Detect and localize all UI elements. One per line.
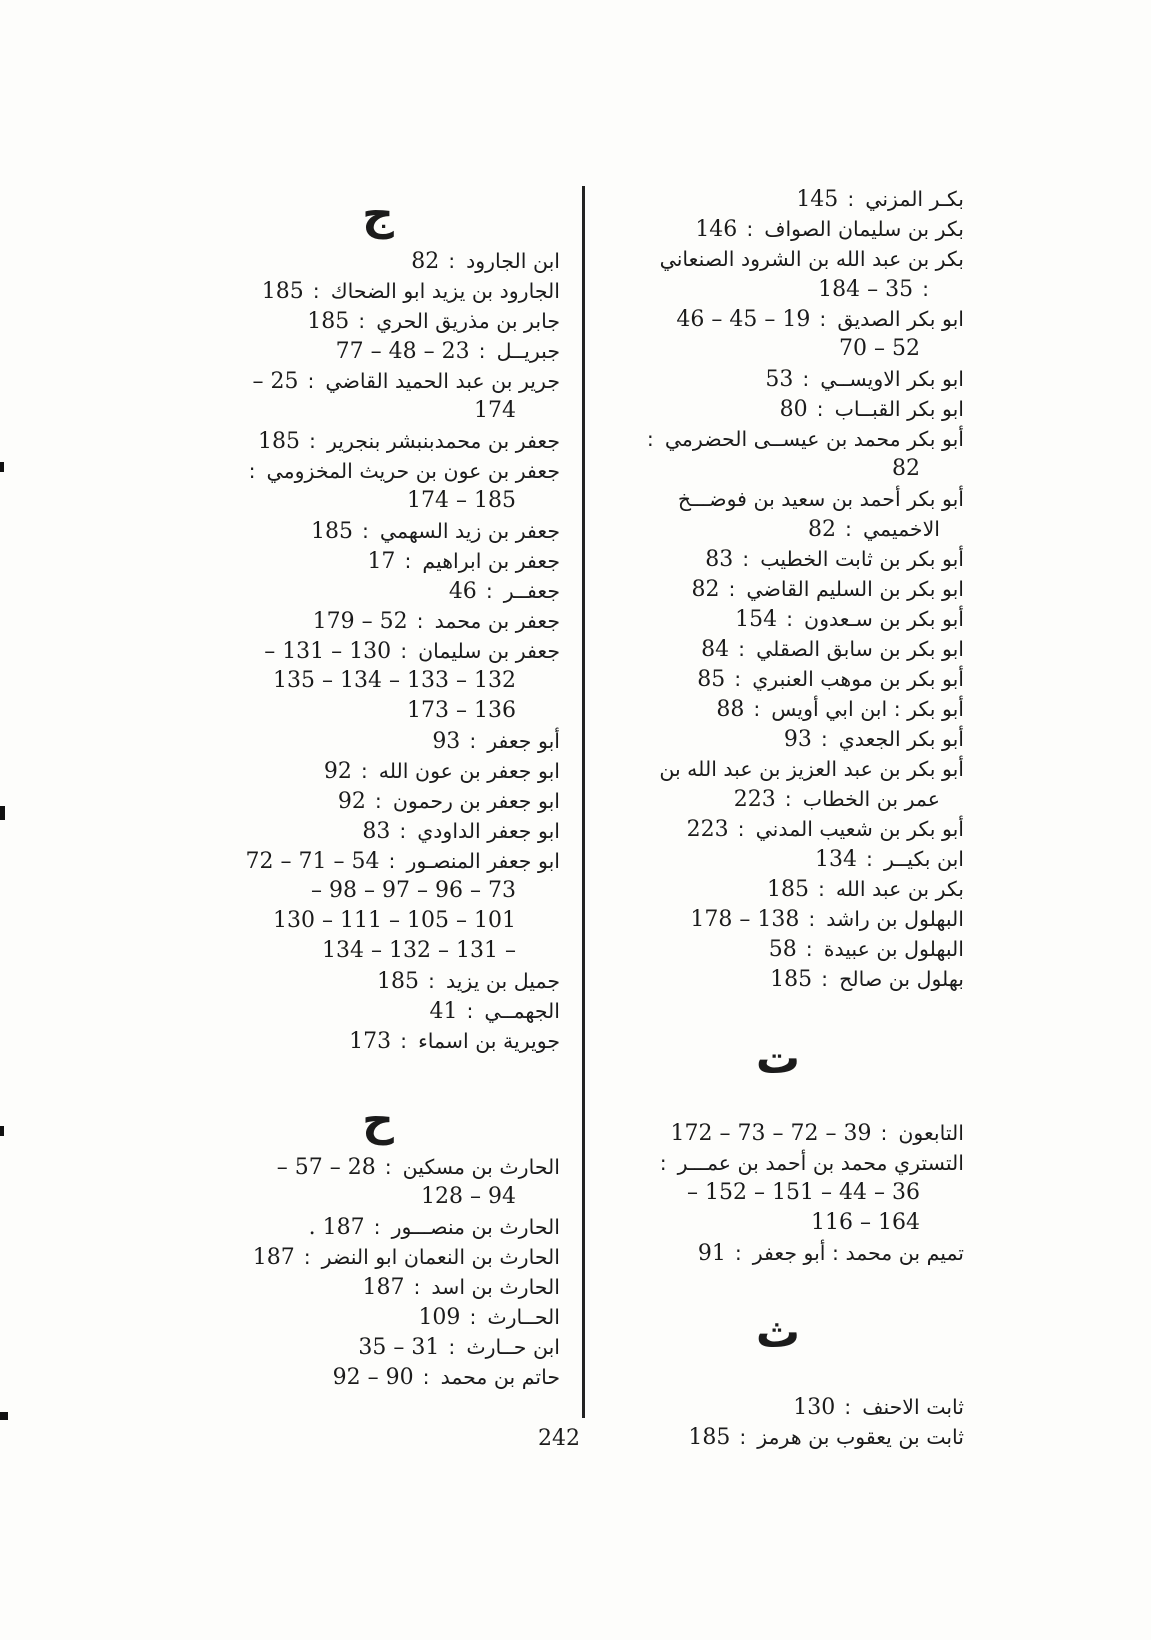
index-entry <box>592 1392 964 1422</box>
index-entry <box>196 486 560 516</box>
scan-mark <box>0 806 5 820</box>
entry-name: ابن حــارث <box>466 1335 560 1359</box>
index-entry <box>592 364 964 394</box>
index-entry <box>196 816 560 846</box>
index-entry <box>592 214 964 244</box>
entry-name: ابو بكر الاويســي <box>820 367 964 391</box>
entry-pages: 185 <box>770 967 813 992</box>
entry-name: ابو جعفر الداودي <box>417 819 560 843</box>
entry-pages: 145 <box>796 187 839 212</box>
entry-separator: : <box>309 429 316 453</box>
index-entry <box>592 604 964 634</box>
index-entry <box>592 934 964 964</box>
entry-pages: 185 <box>307 309 350 334</box>
index-entry <box>196 1272 560 1302</box>
entry-name: ابو جعفر المنصـور <box>406 849 560 873</box>
entry-separator: : <box>659 1151 667 1175</box>
entry-name: بكر بن عبد الله بن الشرود الصنعاني <box>659 247 964 271</box>
entry-pages: 23 – 48 – 77 <box>335 339 470 364</box>
entry-separator: : <box>646 427 654 451</box>
entry-pages: 92 <box>337 789 366 814</box>
entry-separator: : <box>399 819 407 843</box>
index-entry <box>196 336 560 366</box>
entry-separator: : <box>466 999 474 1023</box>
entry-name: ثابت بن يعقوب بن هرمز <box>757 1425 964 1449</box>
section-header-jim: ج <box>362 189 394 240</box>
entry-pages: 58 <box>768 937 797 962</box>
entry-name: الحارث بن منصـــور <box>391 1215 560 1239</box>
entry-pages: 41 <box>429 999 458 1024</box>
entry-pages: 82 <box>691 577 720 602</box>
entry-separator: : <box>802 367 810 391</box>
entry-name: جميل بن يزيد <box>445 969 560 993</box>
entry-pages: 80 <box>779 397 808 422</box>
entry-pages: 146 <box>695 217 738 242</box>
entry-pages: 82 <box>411 249 440 274</box>
entry-separator: : <box>416 609 424 633</box>
index-entry <box>196 576 560 606</box>
index-entry <box>592 964 964 994</box>
scan-mark <box>0 1126 4 1136</box>
entry-pages: 187 <box>252 1245 295 1270</box>
entry-name: جعفر بن محمدبنبشر بنجرير <box>326 429 560 453</box>
entry-pages: 31 – 35 <box>358 1335 440 1360</box>
index-entry <box>592 874 964 904</box>
entry-separator: : <box>388 849 396 873</box>
index-entry <box>196 396 560 426</box>
index-entry <box>592 334 964 364</box>
entries-ba <box>592 184 964 994</box>
entry-pages: 52 – 70 <box>839 336 920 361</box>
entry-separator: : <box>485 579 493 603</box>
entry-pages: 185 <box>310 519 353 544</box>
entry-pages: 36 – 44 – 151 – 152 – <box>687 1180 920 1205</box>
entry-pages: 73 – 96 – 97 – 98 – <box>311 878 516 903</box>
entry-separator: : <box>361 519 369 543</box>
entry-pages: 130 – 131 – <box>264 639 392 664</box>
index-entry <box>592 1208 964 1238</box>
entry-pages: 83 <box>362 819 391 844</box>
section-header-tha: ث <box>755 1307 801 1358</box>
entry-pages: 94 – 128 <box>421 1184 516 1209</box>
entry-separator: : <box>816 397 824 421</box>
entry-pages: 187 . <box>308 1215 365 1240</box>
index-entry <box>196 1182 560 1212</box>
entry-name: جرير بن عبد الحميد القاضي <box>325 369 560 393</box>
entry-separator: : <box>746 217 754 241</box>
index-entry <box>196 966 560 996</box>
entry-pages: 185 <box>766 877 809 902</box>
entries-ha <box>196 1152 560 1392</box>
entry-separator: : <box>448 1335 456 1359</box>
entry-separator: : <box>400 1029 408 1053</box>
entry-name: الحارث بن مسكين <box>402 1155 560 1179</box>
entry-pages: 138 – 178 <box>690 907 800 932</box>
index-entry <box>592 424 964 454</box>
entry-separator: : <box>753 697 761 721</box>
entry-pages: 52 – 179 <box>312 609 408 634</box>
entry-name: أبو بكر بن ثابت الخطيب <box>760 547 964 571</box>
index-entry <box>196 846 560 876</box>
index-entry <box>196 366 560 396</box>
entry-pages: 93 <box>783 727 812 752</box>
entry-separator: : <box>845 517 852 541</box>
entry-name: تميم بن محمد : أبو جعفر <box>752 1241 964 1265</box>
entry-name: التابعون <box>898 1121 964 1145</box>
entry-pages: 185 <box>377 969 420 994</box>
right-column <box>592 184 964 1452</box>
entry-pages: 185 <box>688 1425 731 1450</box>
entry-pages: 109 <box>418 1305 461 1330</box>
entry-separator: : <box>734 1241 742 1265</box>
entry-name: جعفر بن محمد <box>434 609 560 633</box>
entry-name: الحارث بن اسد <box>431 1275 560 1299</box>
entry-separator: : <box>248 459 256 483</box>
index-entry <box>196 606 560 636</box>
entries-ta <box>592 1118 964 1268</box>
entry-separator: : <box>817 877 825 901</box>
entry-name: أبو جعفر <box>487 729 560 753</box>
entry-pages: 185 <box>261 279 304 304</box>
index-entry <box>196 696 560 726</box>
section-header-ta: ت <box>755 1033 801 1084</box>
index-entry <box>592 1422 964 1452</box>
entry-name: الاخميمي <box>862 517 940 541</box>
entry-name: ابو جعفر بن عون الله <box>378 759 560 783</box>
entry-name: أبو بكر الجعدي <box>838 727 964 751</box>
entry-separator: : <box>819 307 827 331</box>
entry-pages: 53 <box>765 367 794 392</box>
index-entry <box>196 276 560 306</box>
entry-separator: : <box>413 1275 421 1299</box>
entry-separator: : <box>734 667 742 691</box>
entry-name: بكـر المزني <box>865 187 964 211</box>
entry-name: أبو بكر بن موهب العنبري <box>752 667 964 691</box>
index-entry <box>196 306 560 336</box>
entry-pages: 185 <box>258 429 301 454</box>
entry-pages: 164 – 116 <box>811 1210 920 1235</box>
scan-mark <box>0 462 4 472</box>
entry-separator: : <box>922 277 929 301</box>
entry-pages: 90 – 92 <box>332 1365 414 1390</box>
entry-name: جعفر بن زيد السهمي <box>379 519 560 543</box>
index-entry <box>592 304 964 334</box>
entry-name: الحــارث <box>487 1305 560 1329</box>
entry-pages: 92 <box>323 759 352 784</box>
index-entry <box>196 936 560 966</box>
entry-separator: : <box>373 1215 381 1239</box>
index-entry <box>592 694 964 724</box>
entry-name: أبو بكر : ابن ابي أويس <box>771 697 964 721</box>
entry-name: بهلول بن صالح <box>839 967 964 991</box>
index-entry <box>592 244 964 274</box>
index-entry <box>592 1118 964 1148</box>
entry-pages: 85 <box>697 667 726 692</box>
entry-pages: 35 – 184 <box>818 277 914 302</box>
index-entry <box>592 184 964 214</box>
index-entry <box>196 786 560 816</box>
entry-name: جعفــر <box>503 579 560 603</box>
entry-pages: 187 <box>362 1275 405 1300</box>
entry-separator: : <box>303 1245 311 1269</box>
entry-name: أبو بكر بن عبد العزيز بن عبد الله بن <box>659 757 964 781</box>
entry-pages: 130 <box>793 1395 836 1420</box>
entry-pages: 82 <box>892 456 920 481</box>
entry-separator: : <box>422 1365 430 1389</box>
entry-name: حاتم بن محمد <box>440 1365 560 1389</box>
index-entry <box>592 394 964 424</box>
entry-pages: 223 <box>733 787 776 812</box>
entry-name: التستري محمد بن أحمد بن عمـــر <box>677 1151 964 1175</box>
entry-separator: : <box>784 787 792 811</box>
index-entry <box>196 756 560 786</box>
entry-name: بكر بن عبد الله <box>835 877 964 901</box>
entry-separator: : <box>384 1155 392 1179</box>
entry-separator: : <box>400 639 408 663</box>
index-entry <box>592 274 964 304</box>
entry-name: الجارود بن يزيد ابو الضحاك <box>330 279 560 303</box>
entry-pages: 88 <box>716 697 745 722</box>
entry-pages: – 131 – 132 – 134 <box>322 938 516 963</box>
index-entry <box>196 456 560 486</box>
entry-pages: 136 – 173 <box>407 698 516 723</box>
entry-separator: : <box>786 607 794 631</box>
entry-separator: : <box>739 1425 747 1449</box>
entry-separator: : <box>847 187 855 211</box>
index-entry <box>592 904 964 934</box>
entry-separator: : <box>428 969 435 993</box>
entry-pages: 17 <box>367 549 396 574</box>
entry-name: ابو جعفر بن رحمون <box>392 789 560 813</box>
entry-separator: : <box>866 847 873 871</box>
entry-separator: : <box>844 1395 852 1419</box>
entry-separator: : <box>307 369 315 393</box>
entry-name: بكر بن سليمان الصواف <box>764 217 964 241</box>
index-entry <box>592 484 964 514</box>
entry-pages: 19 – 45 – 46 <box>676 307 811 332</box>
entry-pages: 84 <box>701 637 730 662</box>
index-entry <box>196 546 560 576</box>
index-entry <box>196 996 560 1026</box>
entry-name: ابو بكر القبــاب <box>834 397 964 421</box>
index-entry <box>592 544 964 574</box>
index-entry <box>196 666 560 696</box>
index-entry <box>592 1148 964 1178</box>
section-header-ha: ح <box>362 1095 394 1146</box>
entry-name: الحارث بن النعمان ابو النضر <box>321 1245 560 1269</box>
entry-name: الجهمــي <box>484 999 560 1023</box>
index-entry <box>196 1026 560 1056</box>
entry-name: جابر بن مذريق الحري <box>376 309 560 333</box>
index-entry <box>196 246 560 276</box>
index-entry <box>196 426 560 456</box>
entry-name: ابو بكر الصديق <box>837 307 964 331</box>
entry-pages: 46 <box>448 579 477 604</box>
entry-pages: 82 <box>808 517 837 542</box>
index-entry <box>196 1332 560 1362</box>
entry-name: جعفر بن عون بن حريث المخزومي <box>266 459 560 483</box>
entry-separator: : <box>404 549 412 573</box>
entry-pages: 83 <box>705 547 734 572</box>
entry-separator: : <box>820 727 828 751</box>
entry-separator: : <box>360 759 368 783</box>
entry-pages: 173 <box>349 1029 392 1054</box>
entry-name: جعفر بن سليمان <box>418 639 560 663</box>
entry-separator: : <box>448 249 456 273</box>
index-entry <box>196 1242 560 1272</box>
index-entry <box>592 814 964 844</box>
entry-pages: 223 <box>686 817 729 842</box>
index-entry <box>196 876 560 906</box>
entry-name: جبريــل <box>496 339 560 363</box>
entry-separator: : <box>374 789 382 813</box>
entry-separator: : <box>469 1305 477 1329</box>
entry-separator: : <box>738 637 746 661</box>
entry-name: أبو بكر أحمد بن سعيد بن فوضـــخ <box>677 487 964 511</box>
left-column <box>196 184 560 1392</box>
entry-name: البهلول بن عبيدة <box>823 937 964 961</box>
entry-name: ابن الجارود <box>466 249 560 273</box>
entry-name: أبو بكر بن شعيب المدني <box>755 817 964 841</box>
entries-tha <box>592 1392 964 1452</box>
entry-separator: : <box>312 279 320 303</box>
entry-name: ابو بكر بن سابق الصقلي <box>756 637 964 661</box>
index-entry <box>592 574 964 604</box>
entry-separator: : <box>821 967 829 991</box>
entry-separator: : <box>478 339 486 363</box>
entry-pages: 134 <box>815 847 858 872</box>
index-entry <box>196 726 560 756</box>
index-entry <box>592 664 964 694</box>
index-entry <box>196 1152 560 1182</box>
entries-jim <box>196 246 560 1056</box>
index-entry <box>196 516 560 546</box>
index-entry <box>592 724 964 754</box>
entry-pages: 132 – 133 – 134 – 135 <box>273 668 516 693</box>
entry-pages: 39 – 72 – 73 – 172 <box>670 1121 872 1146</box>
entry-name: جعفر بن ابراهيم <box>422 549 560 573</box>
index-entry <box>196 1362 560 1392</box>
page-number: 242 <box>538 1426 580 1451</box>
scan-mark <box>0 1412 8 1420</box>
index-entry <box>592 844 964 874</box>
index-entry <box>592 514 964 544</box>
index-entry <box>592 454 964 484</box>
index-entry <box>592 1178 964 1208</box>
index-entry <box>592 784 964 814</box>
entry-name: جويرية بن اسماء <box>418 1029 560 1053</box>
entry-pages: 154 <box>735 607 778 632</box>
index-entry <box>196 636 560 666</box>
index-entry <box>196 1302 560 1332</box>
entry-pages: 28 – 57 – <box>276 1155 376 1180</box>
entry-pages: 54 – 71 – 72 <box>245 849 380 874</box>
index-entry <box>592 634 964 664</box>
index-entry <box>196 1212 560 1242</box>
entry-separator: : <box>469 729 477 753</box>
entry-name: عمر بن الخطاب <box>802 787 940 811</box>
entry-separator: : <box>728 577 736 601</box>
entry-separator: : <box>808 907 816 931</box>
entry-pages: 101 – 105 – 111 – 130 <box>273 908 516 933</box>
entry-name: ثابت الاحنف <box>862 1395 964 1419</box>
entry-name: ابو بكر بن السليم القاضي <box>746 577 964 601</box>
entry-separator: : <box>805 937 813 961</box>
entry-pages: 25 – <box>252 369 299 394</box>
index-entry <box>592 1238 964 1268</box>
entry-name: أبو بكر بن سـعدون <box>804 607 964 631</box>
entry-separator: : <box>742 547 750 571</box>
entry-pages: 174 <box>474 398 516 423</box>
entry-name: البهلول بن راشد <box>826 907 964 931</box>
column-divider <box>582 186 585 1418</box>
entry-name: أبو بكر محمد بن عيســى الحضرمي <box>664 427 964 451</box>
index-entry <box>592 754 964 784</box>
entry-pages: 93 <box>432 729 461 754</box>
entry-name: ابن بكيــر <box>883 847 964 871</box>
entry-pages: 91 <box>697 1241 726 1266</box>
entry-separator: : <box>737 817 745 841</box>
entry-separator: : <box>880 1121 888 1145</box>
entry-pages: 185 – 174 <box>407 488 516 513</box>
entry-separator: : <box>358 309 366 333</box>
index-entry <box>196 906 560 936</box>
